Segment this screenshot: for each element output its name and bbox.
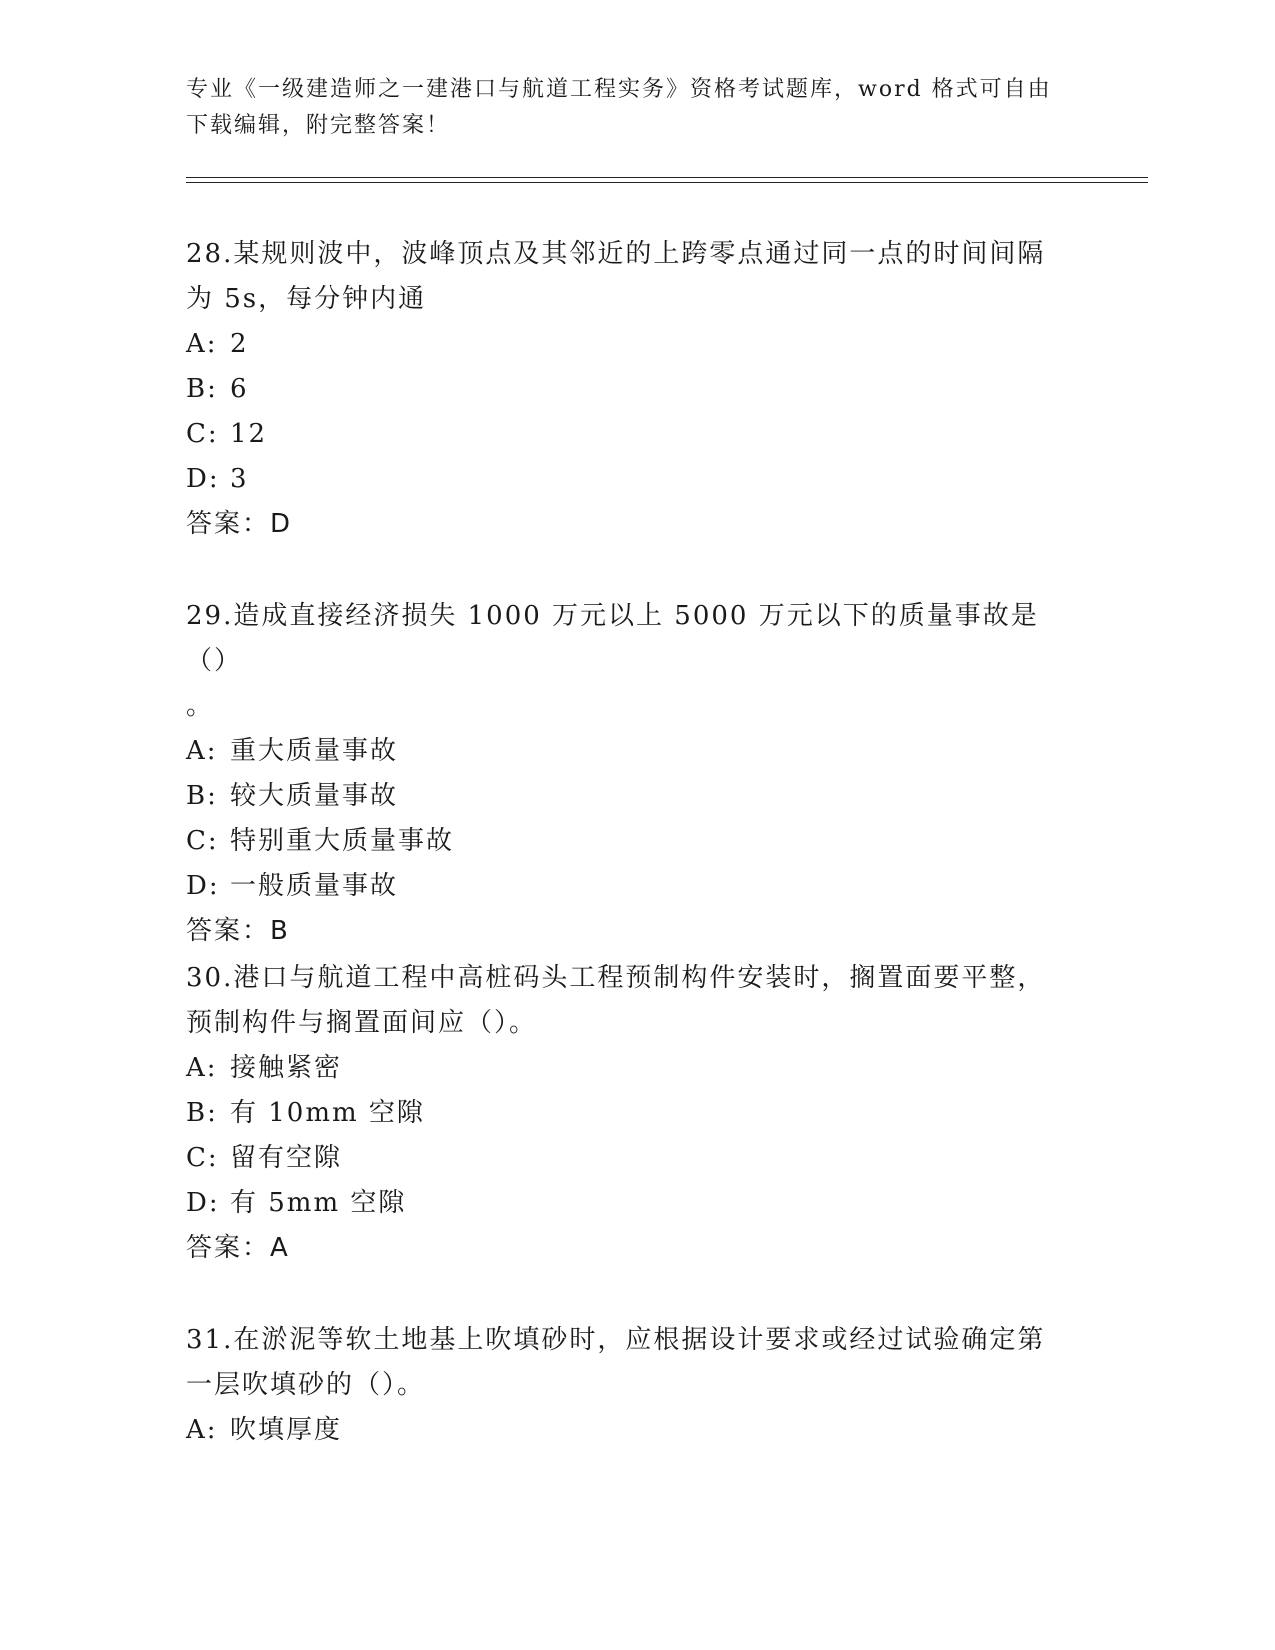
- option-a: [186, 1046, 1066, 1091]
- option-text: 一般质量事故: [230, 871, 399, 901]
- question-stem-line-1: 28.某规则波中，波峰顶点及其邻近的上跨零点通过同一点的时间间隔: [186, 239, 1046, 269]
- option-text: 接触紧密: [230, 1053, 343, 1083]
- option-a: [186, 322, 1066, 367]
- option-text: 较大质量事故: [230, 781, 399, 811]
- option-key: D:: [186, 871, 220, 901]
- option-d: [186, 864, 1066, 909]
- question-stem-line-1: 30.港口与航道工程中高桩码头工程预制构件安装时，搁置面要平整，: [186, 963, 1046, 993]
- answer-line: 答案：A: [186, 1233, 290, 1263]
- option-key: B:: [186, 781, 218, 811]
- option-b: [186, 1091, 1066, 1136]
- option-b: [186, 367, 1066, 412]
- option-text: 留有空隙: [230, 1143, 343, 1173]
- option-text: 重大质量事故: [230, 736, 399, 766]
- header-line-2: 下载编辑，附完整答案！: [186, 113, 451, 138]
- option-text: 12: [230, 419, 268, 449]
- answer-line: 答案：D: [186, 509, 293, 539]
- question-stem-line-2: 为 5s，每分钟内通: [186, 284, 427, 314]
- question-29: [186, 594, 1066, 954]
- answer-line: 答案：B: [186, 916, 290, 946]
- question-stem-line-1: 31.在淤泥等软土地基上吹填砂时，应根据设计要求或经过试验确定第: [186, 1325, 1046, 1355]
- option-key: C:: [186, 826, 219, 856]
- option-c: [186, 819, 1066, 864]
- question-stem-line-2: 一层吹填砂的（）。: [186, 1370, 426, 1400]
- option-text: 特别重大质量事故: [230, 826, 455, 856]
- option-text: 2: [230, 329, 249, 359]
- question-28: [186, 232, 1066, 547]
- option-text: 有 5mm 空隙: [230, 1188, 407, 1218]
- option-b: [186, 774, 1066, 819]
- question-30: [186, 956, 1066, 1271]
- option-key: A:: [186, 736, 218, 766]
- option-a: [186, 729, 1066, 774]
- document-header: [186, 72, 1066, 144]
- header-divider-top: [186, 177, 1148, 178]
- option-text: 有 10mm 空隙: [230, 1098, 425, 1128]
- option-c: [186, 412, 1066, 457]
- question-stem-line-2: 。: [186, 691, 215, 721]
- header-line-1: 专业《一级建造师之一建港口与航道工程实务》资格考试题库，word 格式可自由: [186, 77, 1052, 102]
- option-d: [186, 1181, 1066, 1226]
- header-divider-bottom: [186, 182, 1148, 183]
- option-key: B:: [186, 1098, 218, 1128]
- option-key: C:: [186, 419, 219, 449]
- option-text: 6: [230, 374, 249, 404]
- option-c: [186, 1136, 1066, 1181]
- option-key: A:: [186, 1415, 218, 1445]
- option-text: 3: [230, 464, 249, 494]
- option-a: [186, 1408, 1066, 1453]
- option-key: D:: [186, 464, 220, 494]
- option-d: [186, 457, 1066, 502]
- option-key: D:: [186, 1188, 220, 1218]
- option-key: C:: [186, 1143, 219, 1173]
- question-31: [186, 1318, 1066, 1453]
- option-key: B:: [186, 374, 218, 404]
- option-text: 吹填厚度: [230, 1415, 343, 1445]
- question-stem-line-1: 29.造成直接经济损失 1000 万元以上 5000 万元以下的质量事故是（）: [186, 601, 1039, 676]
- option-key: A:: [186, 329, 218, 359]
- question-stem-line-2: 预制构件与搁置面间应（）。: [186, 1008, 538, 1038]
- option-key: A:: [186, 1053, 218, 1083]
